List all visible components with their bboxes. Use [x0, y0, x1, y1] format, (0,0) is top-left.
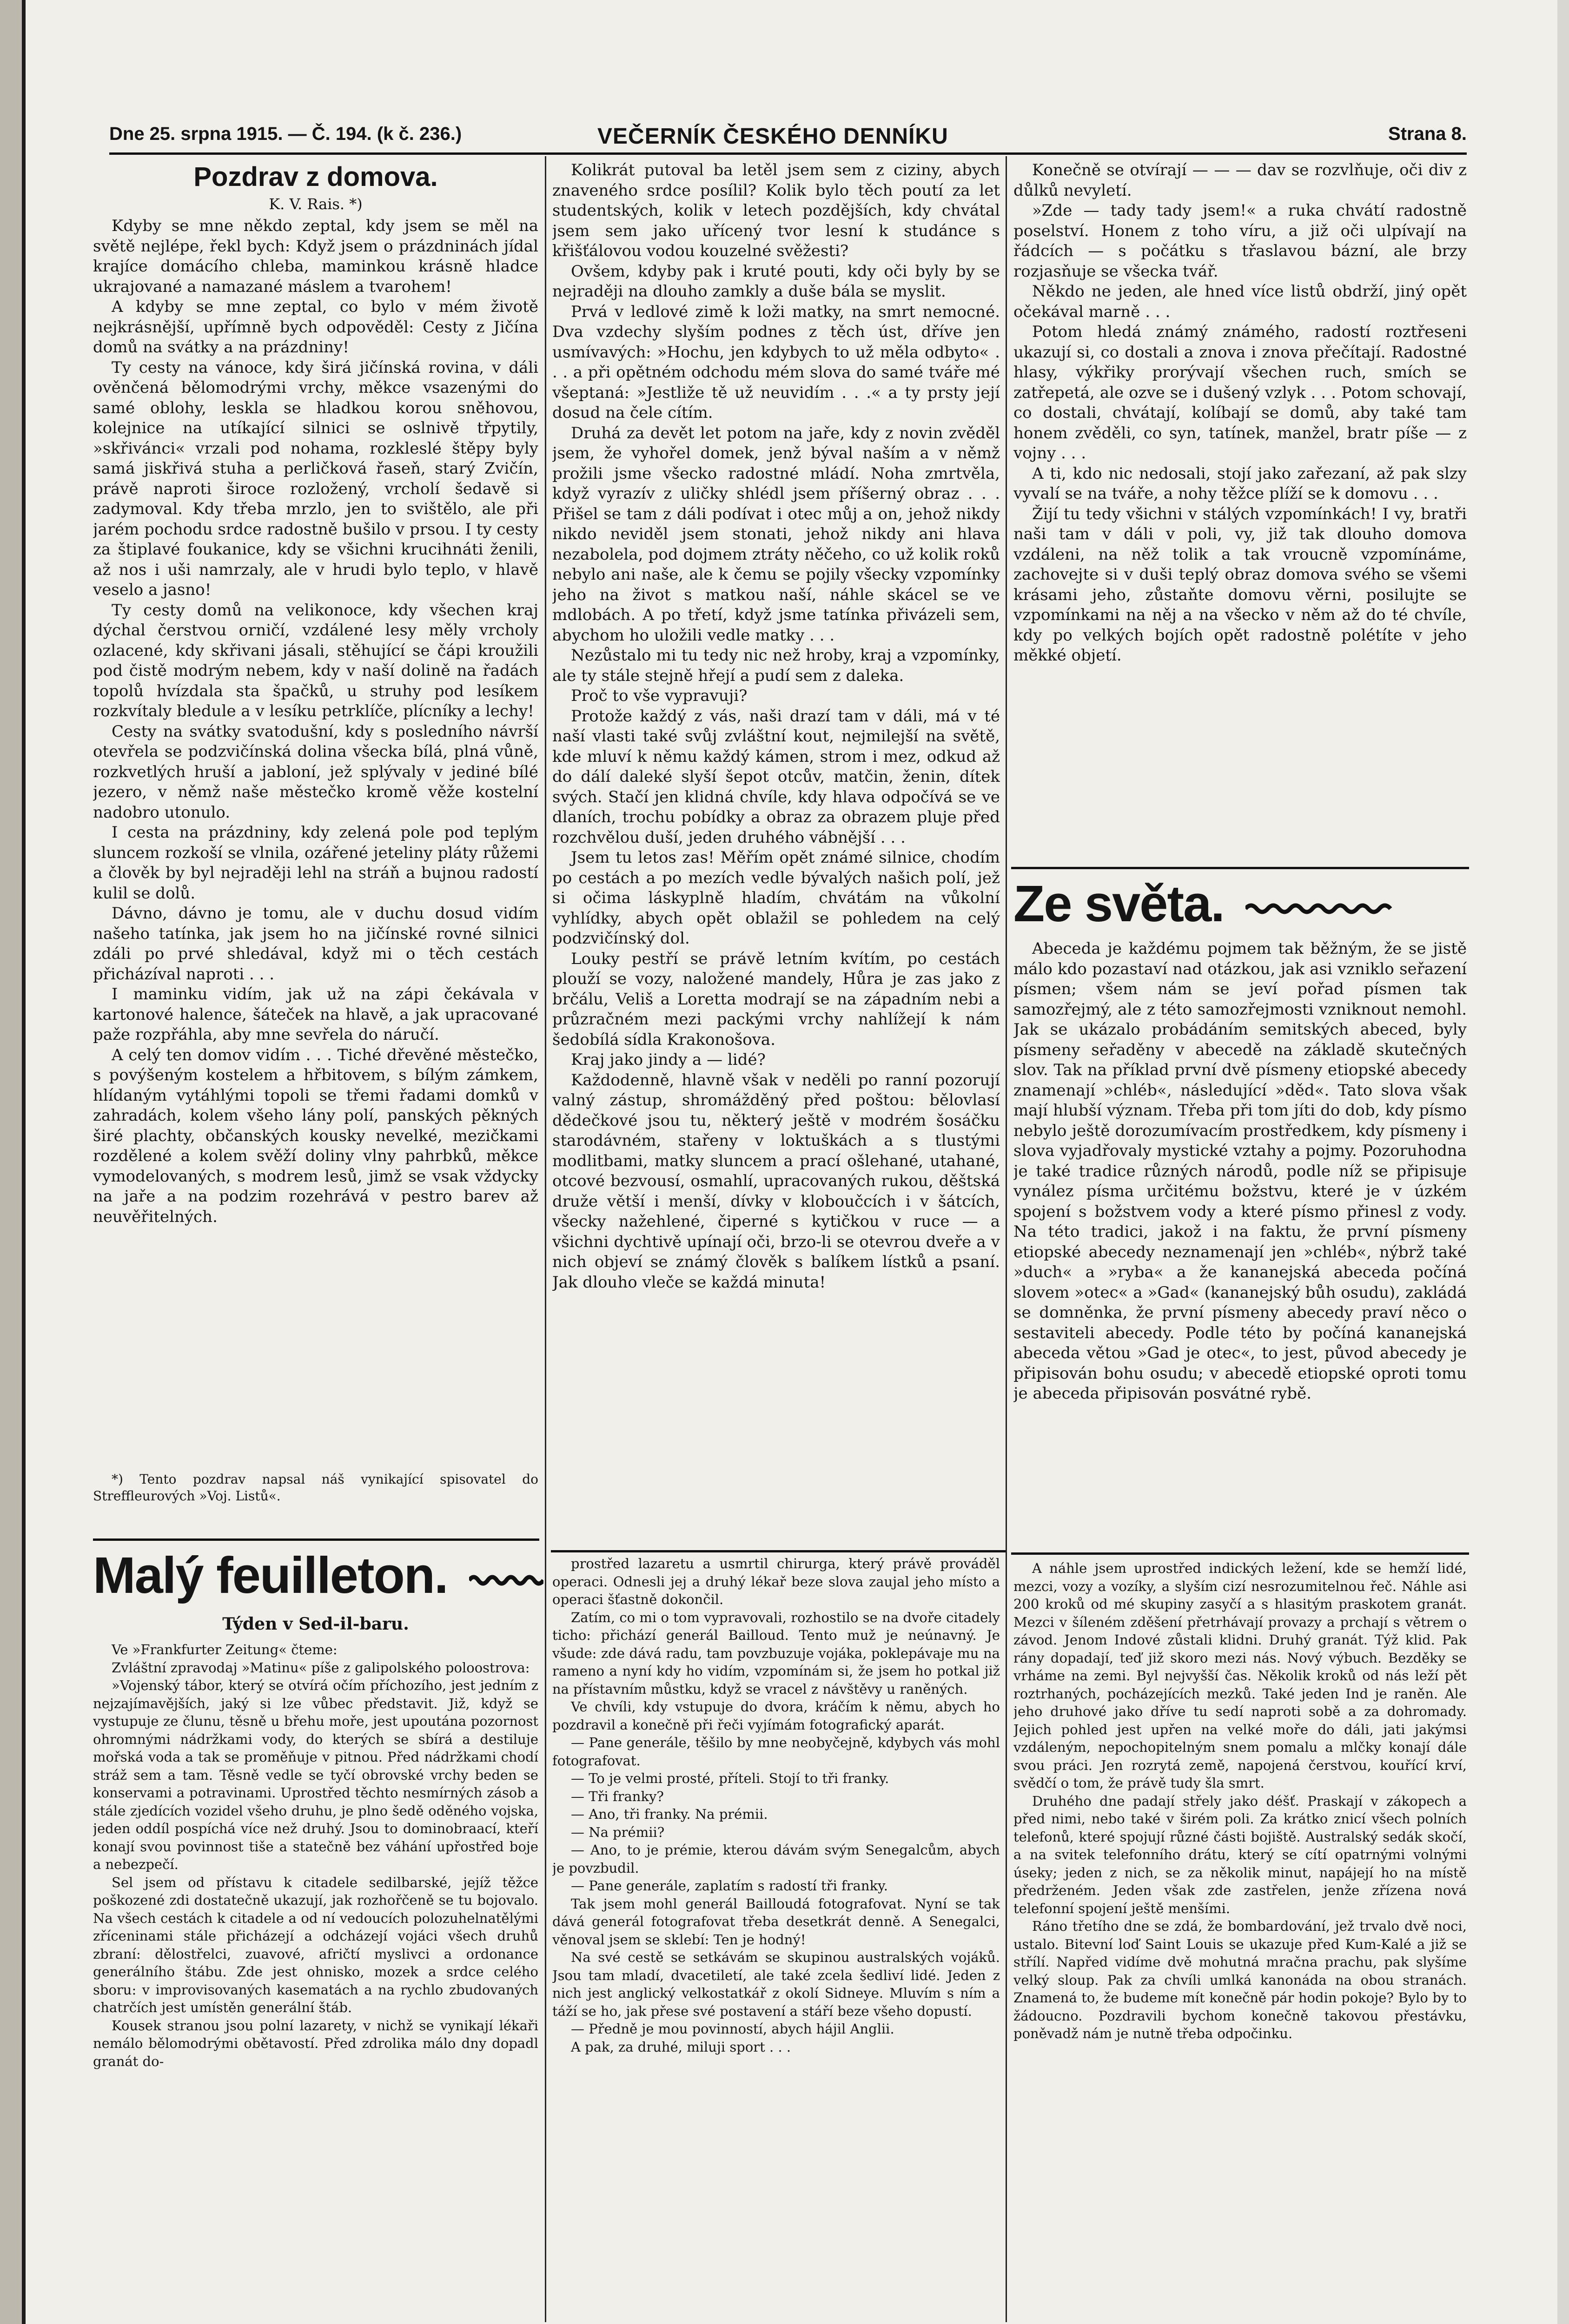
paragraph: Každodenně, hlavně však v neděli po ranní pozorují valný zástup, shromážděný před poštou: bělovlasí dědečkové jsou tu, některý ještě v modrém šosáčku starodávném, stařeny v loktuškách a s tlustými modlitbami, matky sluncem a prací ošlehané, utahané, otcové bezvousí, osmahlí, upracovaných rukou, děštská druže větší i menší, dívky v kloboučcích i v šátcích, všecky nažehlené, čiperné s kytičkou v ruce — a všichni dychtivě upínají oči, brzo-li se otevrou dveře a v nich objeví se známý člověk s balíkem lístků a psaní. Jak dlouho vleče se každá minuta!	[552, 1070, 1000, 1292]
paragraph: A náhle jsem uprostřed indických ležení, kde se hemží lidé, mezci, vozy a vozíky, a slyším cizí nesrozumitelnou řeč. Náhle asi 200 kroků od mé skupiny zasyčí a s hlasitým praskotem granát. Mezci v šíleném zděšení přetrhávají provazy a prchají s větrem o závod. Jenom Indové zůstali klidni. Druhý granát. Týž klid. Pak rány dopadají, teď již skoro mezi nás. Nový výbuch. Bezděky se vrháme na zemi. Byl nejvyšší čas. Několik kroků od nás leží pět roztrhaných, pocházejících mezků. Také jeden Ind je raněn. Ale jeho druhové jako dříve tu sedí naproti sobě a za dohromady. Jejich pohled jest upřen na velké moře do dáli, jati jakýmsi vzdáleným, nepochopitelným snem pomalu a mlčky konají dále svou práci. Jen rozrytá země, napojená čerstvou, kouřící krví, svědčí o tom, že právě tudy šla smrt.	[1013, 1560, 1467, 1791]
paragraph: Protože každý z vás, naši drazí tam v dáli, má v té naší vlasti také svůj zvláštní kout, nejmilejší na světě, kde mluví k němu každý kámen, strom i mez, odkud až do dálí daleké slyší šepot otcův, matčin, ženin, dítek svých. Stačí jen klidná chvíle, kdy hlava odpočívá se ve dlaních, trochu pobídky a obraz za obrazem pluje před rozchvělou duší, jeden druhého vábnější . . .	[552, 706, 1000, 847]
paragraph: — Ano, to je prémie, kterou dávám svým Senegalcům, abych je povzbudil.	[552, 1842, 1000, 1876]
paragraph: I cesta na prázdniny, kdy zelená pole pod teplým sluncem rozkoší se vlnila, ozářené jeteliny pláty růžemi a člověk by byl nejraději lehl na stráň a bujnou radostí kulil se dolů.	[93, 823, 538, 903]
feuilleton-subtitle: Týden v Sed-il-baru.	[222, 1614, 409, 1634]
paragraph: — Ano, tři franky. Na prémii.	[571, 1806, 768, 1822]
paragraph: Nezůstalo mi tu tedy nic než hroby, kraj a vzpomínky, ale ty stále stejně hřejí a pudí sem z daleka.	[552, 646, 1000, 685]
paragraph: Ráno třetího dne se zdá, že bombardování, jež trvalo dvě noci, ustalo. Bitevní loď Saint Louis se ukazuje před Kum-Kalé a již se střílí. Napřed vidíme dvě mohutná mračna prachu, pak slyšíme velký sloup. Pak za chvíli umlká kanonáda na obou stranách. Znamená to, že budeme mít konečně pár hodin pokoje? Bylo by to žádoucno. Pozdravili bychom konečně takovou přestávku, poněvadž nám je nutně třeba odpočinku.	[1013, 1918, 1467, 2041]
paragraph: A celý ten domov vidím . . . Tiché dřevěné městečko, s povýšeným kostelem a hřbitovem, s bílým zámkem, hlídaným vytáhlými topoli se třemi řadami domků v zahradách, kolem všeho lány polí, panských pěkných širé plachty, občanských kousky nevelké, mezičkami rozdělené a kolem svěží doliny vlny pahrbků, měkce vymodelovaných, s modrem lesů, jimž se vsak vždycky na jaře a na podzim rozehrává v pestro barev až neuvěřitelných.	[93, 1045, 538, 1226]
column-rule-1	[545, 156, 546, 2322]
paragraph: — Na prémii?	[571, 1824, 665, 1840]
paragraph: Kousek stranou jsou polní lazarety, v nichž se vynikají lékaři nemálo bělomodrými obětavostí. Před zdrolika málo dny dopadl granát do-	[93, 2017, 538, 2069]
paragraph: Ve chvíli, kdy vstupuje do dvora, kráčím k němu, abych ho pozdravil a konečně při řeči vyjímám fotografický aparát.	[552, 1699, 1000, 1733]
section-rule-ze-sveta	[1011, 867, 1469, 869]
paragraph: Cesty na svátky svatodušní, kdy s posledního návrší otevřela se podzvičínská dolina všecka bílá, plná vůně, rozkvetlých hruší a jabloní, jež splývaly v jediné bílé jezero, v němž naše městečko kromě věže kostelní nadobro utonulo.	[93, 722, 538, 822]
paragraph: Ovšem, kdyby pak i kruté pouti, kdy oči byly by se nejraději na dlouho zamkly a duše bála se myslit.	[552, 262, 1000, 301]
feuilleton-left-column	[93, 1608, 538, 2324]
footnote-block	[93, 1471, 538, 1532]
paragraph: Kolikrát putoval ba letěl jsem sem z ciziny, abych znaveného srdce posílil? Kolik bylo těch poutí za let studentských, kolik v letech pozdějších, kdy chvátal jsem sem jako uřícený tvor lesní k studánce s křišťálovou vodou kouzelné svěžesti?	[552, 161, 1000, 260]
paragraph: — Předně je mou povinností, abych hájil Anglii.	[571, 2021, 894, 2037]
paragraph: Ty cesty domů na velikonoce, kdy všechen kraj dýchal čerstvou orničí, vzdálené lesy měly vrcholy ozlacené, kdy skřivani jásali, stěhující se čápi kroužili pod čistě modrým nebem, kdy v naší dolině na řadách topolů hvízdala sta špačků, u struhy pod lesíkem rozkvítaly bledule a v lesíku petrklíče, plícníky a lechy!	[93, 601, 538, 720]
paragraph: prostřed lazaretu a usmrtil chirurga, který právě prováděl operaci. Odnesli jej a druhý lékař beze slova zaujal jeho místo a operaci šťastně dokončil.	[552, 1556, 1000, 1607]
paragraph: — To je velmi prosté, příteli. Stojí to tři franky.	[571, 1770, 889, 1786]
adjacent-page-edge	[0, 0, 26, 2324]
ornament-icon	[469, 1552, 543, 1607]
paragraph: Sel jsem od přístavu k citadele sedilbarské, jejíž těžce poškozené zdi dostatečně ukazují, jak rozhořčeně se tu bojovalo. Na všech cestách k citadele a od ní vedoucích polozuhelnatělými zříceninami stále přicházejí a odcházejí vojáci všech druhů zbraní: dělostřelci, zuavové, afričtí myslivci a ordonance generálního štábu. Zde jest ohnisko, mozek a srdce celého sboru: v improvisovaných kasematách a na rychlo zbudovaných chatrčích jest umístěn generální štáb.	[93, 1874, 538, 2015]
paragraph: — Pane generále, zaplatím s radostí tři franky.	[571, 1878, 888, 1894]
paragraph: »Vojenský tábor, který se otvírá očím příchozího, jest jedním z nejzajímavějších, jaký si lze vůbec představit. Již, když se vystupuje ze člunu, těsně u břehu moře, jest upoutána pozornost ohromnými nádržkami vody, do kterých se sbírá a destiluje mořská voda a tak se proměňuje v pitnou. Před nádržkami chodí stráž sem a tam. Těsně vedle se tyčí obrovské vrchy beden se konservami a potravinami. Uprostřed těchto nesmírných zásob a stále zjedících vozidel všeho druhu, je plno šedě oděného vojska, jeden oddíl pospíchá více než druhý. Jsou to dominobraací, kteří konají svou povinnost tiše a statečně bez váhání upřostřed boje a nebezpečí.	[93, 1677, 538, 1872]
issue-date: Dne 25. srpna 1915. — Č. 194. (k č. 236.)	[109, 124, 462, 144]
article-ze-sveta	[1013, 939, 1467, 1543]
paragraph: Zvláštní zpravodaj »Matinu« píše z galipolského poloostrova:	[112, 1659, 530, 1676]
paragraph: Dávno, dávno je tomu, ale v duchu dosud vidím našeho tatínka, jak jsem ho na jičínské rovné silnici zdáli po prvé shledával, když mi o těch cestách přicházíval naproti . . .	[93, 904, 538, 984]
section-title: Malý feuilleton.	[93, 1547, 448, 1604]
paragraph: Druhá za devět let potom na jaře, kdy z novin zvěděl jsem, že vyhořel domek, jenž býval naším a v němž prožili jsme všecko radostné mládí. Noha zmrtvěla, když vyrazív z uličky shlédl jsem příšerný obraz . . . Přišel se tam z dáli podívat i otec můj a on, jehož nikdy nikdo neviděl jsem stonati, jehož nikdy ani hlava nezabolela, pod dojmem ztráty něčeho, co už kolik roků nebylo ani naše, ale k čemu se pojily všecky vzpomínky jeho na život s matkou naší, náhle skácel se ve mdlobách. A po třetí, když jsme tatínka přivázeli sem, abychom ho uložili vedle matky . . .	[552, 423, 1000, 645]
paragraph: Na své cestě se setkávám se skupinou australských vojáků. Jsou tam mladí, dvacetiletí, ale také zcela šedliví lidé. Jeden z nich jest anglický velkostatkář z okolí Sidneye. Mluvím s ním a táží se ho, jak přese své postavení a stáří beze všeho dopustí.	[552, 1949, 1000, 2019]
column-rule-2	[1006, 156, 1007, 2322]
article-pozdrav	[93, 160, 538, 1536]
ze-sveta-heading	[1013, 876, 1399, 936]
article-title: Pozdrav z domova.	[193, 162, 438, 192]
paragraph: Proč to vše vypravuji?	[571, 687, 748, 705]
paragraph: Konečně se otvírají — — — dav se rozvlňuje, oči div z důlků nevyletí.	[1013, 161, 1467, 200]
paragraph: Kdyby se mne někdo zeptal, kdy jsem se měl na světě nejlépe, řekl bych: Když jsem o prázdninách jídal krajíce domácího chleba, maminkou krásně hladce ukrajované a namazané máslem a tvarohem!	[93, 217, 538, 296]
paragraph: Zatím, co mi o tom vypravovali, rozhostilo se na dvoře citadely ticho: přichází generál Bailloud. Tento muž je neúnavný. Je všude: zde dává radu, tam povzbuzuje vojáka, poklepávaje mu na rameno a nyní kdy ho vidím, vzpomínám si, že jsem ho potkal již na přístavním můstku, když se vracel z návštěvy u raněných.	[552, 1609, 1000, 1697]
article-continuation-part1	[552, 160, 1000, 1543]
page-header	[109, 120, 1467, 155]
article-continuation-part2	[1013, 160, 1467, 862]
paragraph: Kraj jako jindy a — lidé?	[571, 1050, 766, 1069]
ornament-icon	[1245, 880, 1399, 936]
paragraph: Druhého dne padají střely jako déšť. Praskají v zákopech a před nimi, nebo také v širém poli. Za krátko znicí všech polních telefonů, které spojují různé části bojiště. Australský sedák skočí, a na svitek telefonního drátu, který se cítí opatrnými volnými úseky; jeden z nich, se za několik minut, napájejí ho na místě předrženém. Jeden však zde zastřelen, jenže zřízena nová telefonní spojení ještě menšími.	[1013, 1793, 1467, 1916]
paragraph: — Tři franky?	[571, 1788, 664, 1804]
paragraph: A ti, kdo nic nedosali, stojí jako zařezaní, až pak slzy vyvalí se na tváře, a nohy těžce plíží se k domovu . . .	[1013, 464, 1467, 503]
paragraph: Žijí tu tedy všichni v stálých vzpomínkách! I vy, bratři naši tam v dáli v poli, vy, již tak dlouho domova vzdáleni, na něž tolik a tak vroucně vzpomínáme, zachovejte si v duši teplý obraz domova svého se všemi krásami jeho, zůstaňte domovu věrni, posilujte se vzpomínkami na něj a na všecko v něm až do té chvíle, kdy po velkých bojích opět radostně polétíte v jeho měkké objetí.	[1013, 504, 1467, 665]
paragraph: Tak jsem mohl generál Bailloudá fotografovat. Nyní se tak dává generál fotografovat třeba desetkrát denně. A Senegalci, věnoval jsem se sklebí: Ten je hodný!	[552, 1895, 1000, 1948]
paragraph: »Zde — tady tady jsem!« a ruka chvátí radostně poselství. Honem z toho víru, a již oči ulpívají na řádcích — s počátku s třaslavou bázní, ale brzy rozjasňuje se všecka tvář.	[1013, 201, 1467, 281]
paragraph: Ve »Frankfurter Zeitung« čteme:	[112, 1642, 338, 1657]
article-author: K. V. Rais. *)	[269, 195, 363, 213]
feuilleton-right-column	[1013, 1559, 1467, 2324]
page-number: Strana 8.	[1388, 124, 1467, 144]
section-rule-left	[93, 1538, 539, 1541]
feuilleton-heading	[93, 1548, 543, 1607]
feuilleton-middle-column	[552, 1555, 1000, 2324]
paragraph: — Pane generále, těšilo by mne neobyčejně, kdybych vás mohl fotografovat.	[552, 1735, 1000, 1769]
paragraph: I maminku vidím, jak už na zápi čekávala v kartonové halence, šáteček na hlavě, a jak upracované paže rozpřáhla, aby mne sevřela do náručí.	[93, 985, 538, 1044]
paragraph: A pak, za druhé, miluji sport . . .	[571, 2039, 791, 2055]
paragraph: Potom hledá známý známého, radostí roztřeseni ukazují si, co dostali a znova i znova přečítají. Radostné hlasy, výkřiky prorývají všechen ruch, smích se zatřepetá, ale ozve se i dušený vzlyk . . . Potom schovají, co dostali, chvátají, kolíbají se domů, aby také tam honem zvěděli, co syn, tatínek, manžel, bratr píše — z vojny . . .	[1013, 323, 1467, 462]
paragraph: Abeceda je každému pojmem tak běžným, že se jistě málo kdo pozastaví nad otázkou, jak asi vzniklo seřazení písmen; všem nám se jeví pořad písmen tak samozřejmý, ale z této samozřejmosti vzniknout nemohl. Jak se ukázalo probádáním semitských abeced, byly písmeny seřaděny v abecedě na základě skutečných slov. Tak na příklad první dvě písmeny etiopské abecedy znamenají »chléb«, následující »děd«. Tato slova však mají hlubší význam. Třeba při tom jíti do dob, kdy písmo nebylo ještě dorozumívacím prostředkem, kdy písmeny i slova vyjadřovaly mystické vztahy a pojmy. Pozoruhodna je také tradice různých národů, podle níž se připisuje vynález písma určitému božstvu, které je v úzkém spojení s božstvem vody a které písmo přinesl z vody. Na této tradici, jakož i na faktu, že první písmeny etiopské abecedy neznamenají jen »chléb«, nýbrž také »duch« a »ryba« a že kananejská abeceda počíná slovem »otec« a »Gad« (kananejský bůh osudu), zakládá se domněnka, že první písmeny abecedy praví něco o sestaviteli abecedy. Podle této by počíná kananejská abeceda větou »Gad je otec«, to jest, původ abecedy je připisován bohu osudu; v abecedě etiopské oproti tomu je abeceda připisován posvátné rybě.	[1013, 939, 1467, 1403]
footnote: *) Tento pozdrav napsal náš vynikající spisovatel do Streffleurových »Voj. Listů«.	[93, 1472, 538, 1504]
paragraph: Někdo ne jeden, ale hned více listů obdrží, jiný opět očekával marně . . .	[1013, 282, 1467, 321]
paragraph: Ty cesty na vánoce, kdy širá jičínská rovina, v dáli ověnčená bělomodrými vrchy, měkce vsazenými do samé oblohy, leskla se hladkou korou sněhovou, kolejnice na utíkající silnici se oslnivě třpytily, »skřivánci« vrzali pod nohama, rozkleslé štěpy byly samá jiskřivá stuha a perličková řaseň, starý Zvičín, právě naproti široce rozložený, vrcholí šedavě si zadymoval. Kdy třeba mrzlo, jen to svištělo, ale při jarém pochodu srdce radostně bušilo v prsou. I ty cesty za štiplavé foukanice, kdy se všichni krucihnáti ženili, až nos i uši namrzaly, ale v hrudi bylo teplo, v hlavě veselo a jasno!	[93, 358, 538, 599]
section-title: Ze světa.	[1013, 875, 1224, 932]
paragraph: Louky pestří se právě letním kvítím, po cestách plouží se vozy, naložené mandely, Hůra je zas jako z brčálu, Veliš a Loretta modrají se na západním nebi a průzračném mezi packými vrchy nahlížejí k nám šedobílá sídla Krakonošova.	[552, 949, 1000, 1049]
paragraph: Prvá v ledlové zimě k loži matky, na smrt nemocné. Dva vzdechy slyším podnes z těch úst, dříve jen usmívavých: »Hochu, jen kdybych to už měla odbyto« . . . a při opětném odchodu mém slova do samé tváře mé všeptaná: »Jestliže tě už neuvidím . . .« a ty prsty její dosud na čele cítím.	[552, 302, 1000, 422]
paragraph: Jsem tu letos zas! Měřím opět známé silnice, chodím po cestách a po mezích vedle bývalých našich polí, jež si očima láskyplně hladím, chvátám na vůkolní vyhlídky, abych opět oblažil se pohledem na celý podzvičínský dol.	[552, 848, 1000, 948]
paragraph: A kdyby se mne zeptal, co bylo v mém životě nejkrásnější, upřímně bych odpověděl: Cesty z Jičína domů na svátky a na prázdniny!	[93, 297, 538, 357]
masthead-title: VEČERNÍK ČESKÉHO DENNÍKU	[597, 124, 948, 149]
section-rule-right	[1011, 1552, 1469, 1555]
section-rule-middle	[551, 1550, 1006, 1552]
